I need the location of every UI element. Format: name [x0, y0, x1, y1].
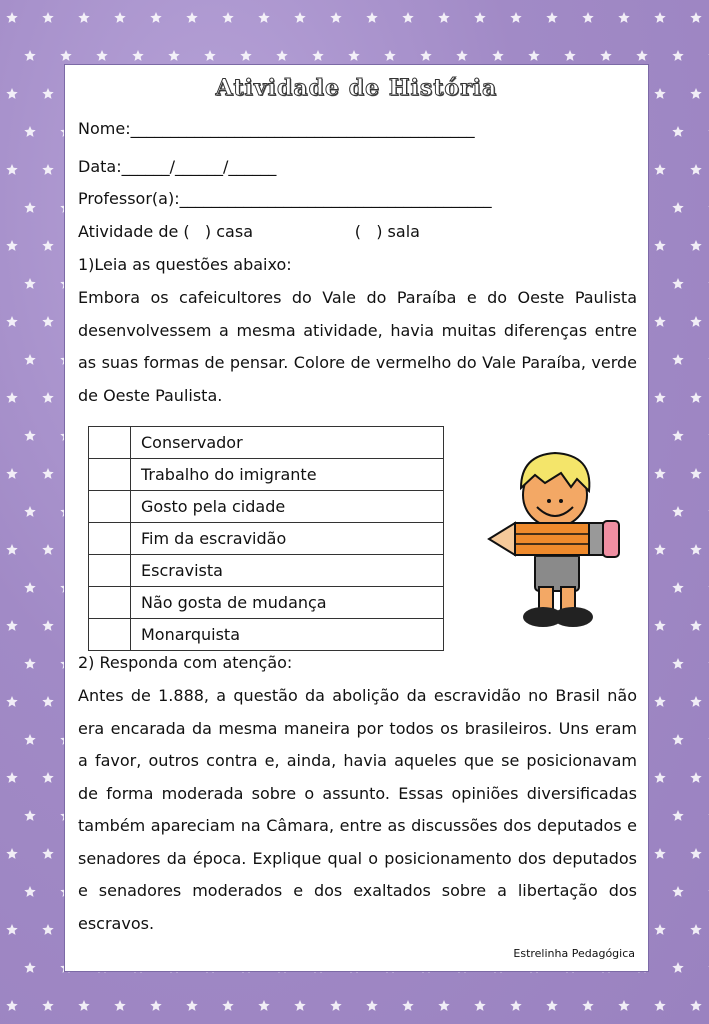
- star-icon: [24, 50, 35, 61]
- star-icon: [24, 962, 35, 973]
- star-icon: [24, 354, 35, 365]
- star-icon: [474, 12, 485, 23]
- star-icon: [654, 1000, 665, 1011]
- boy-with-pencil-illustration: [485, 443, 625, 633]
- teacher-field: Professor(a):_______________________________________: [78, 189, 492, 208]
- star-icon: [654, 696, 665, 707]
- star-icon: [690, 924, 701, 935]
- star-icon: [672, 886, 683, 897]
- star-icon: [654, 392, 665, 403]
- star-icon: [654, 316, 665, 327]
- question-1-text: Embora os cafeicultores do Vale do Paraíba e do Oeste Paulista desenvolvessem a mesma atividade, havia muitas diferenças entre as suas formas de pensar. Colore de vermelho do Vale Paraíba, verde de Oeste Paulista.: [78, 288, 637, 405]
- star-icon: [420, 50, 431, 61]
- star-icon: [24, 810, 35, 821]
- star-icon: [24, 582, 35, 593]
- question-2-heading: 2) Responda com atenção:: [78, 653, 293, 672]
- star-icon: [114, 1000, 125, 1011]
- star-icon: [42, 772, 53, 783]
- star-icon: [654, 164, 665, 175]
- star-icon: [6, 696, 17, 707]
- star-icon: [654, 544, 665, 555]
- star-icon: [42, 848, 53, 859]
- star-icon: [438, 1000, 449, 1011]
- table-row: [89, 555, 444, 587]
- star-icon: [600, 50, 611, 61]
- color-box[interactable]: [89, 427, 131, 459]
- star-icon: [672, 202, 683, 213]
- star-icon: [24, 126, 35, 137]
- star-icon: [402, 12, 413, 23]
- star-icon: [150, 12, 161, 23]
- star-icon: [690, 316, 701, 327]
- star-icon: [6, 392, 17, 403]
- star-icon: [24, 278, 35, 289]
- star-icon: [42, 1000, 53, 1011]
- star-icon: [690, 620, 701, 631]
- star-icon: [528, 50, 539, 61]
- color-box[interactable]: [89, 491, 131, 523]
- star-icon: [690, 544, 701, 555]
- star-icon: [240, 50, 251, 61]
- row-label: Fim da escravidão: [131, 523, 444, 555]
- row-label: Gosto pela cidade: [131, 491, 444, 523]
- star-icon: [6, 88, 17, 99]
- color-box[interactable]: [89, 523, 131, 555]
- star-icon: [78, 12, 89, 23]
- star-icon: [654, 620, 665, 631]
- star-icon: [672, 582, 683, 593]
- star-icon: [42, 240, 53, 251]
- star-icon: [366, 1000, 377, 1011]
- star-icon: [6, 620, 17, 631]
- star-icon: [6, 240, 17, 251]
- star-icon: [348, 50, 359, 61]
- row-label: Não gosta de mudança: [131, 587, 444, 619]
- star-icon: [42, 164, 53, 175]
- star-icon: [690, 392, 701, 403]
- star-icon: [60, 50, 71, 61]
- star-icon: [24, 430, 35, 441]
- table-row: [89, 523, 444, 555]
- star-icon: [42, 468, 53, 479]
- table-row: [89, 587, 444, 619]
- star-icon: [654, 12, 665, 23]
- page-title: Atividade de História: [215, 75, 498, 101]
- star-icon: [6, 848, 17, 859]
- star-icon: [654, 240, 665, 251]
- star-icon: [636, 50, 647, 61]
- star-icon: [24, 886, 35, 897]
- star-icon: [330, 12, 341, 23]
- star-icon: [582, 1000, 593, 1011]
- star-icon: [672, 658, 683, 669]
- star-icon: [42, 88, 53, 99]
- star-icon: [42, 696, 53, 707]
- star-icon: [150, 1000, 161, 1011]
- star-icon: [690, 848, 701, 859]
- star-icon: [258, 12, 269, 23]
- star-icon: [24, 658, 35, 669]
- star-icon: [690, 12, 701, 23]
- star-icon: [438, 12, 449, 23]
- star-icon: [618, 12, 629, 23]
- star-icon: [6, 1000, 17, 1011]
- star-icon: [654, 772, 665, 783]
- star-icon: [294, 1000, 305, 1011]
- table-row: [89, 427, 444, 459]
- star-icon: [6, 544, 17, 555]
- row-label: Escravista: [131, 555, 444, 587]
- star-icon: [24, 202, 35, 213]
- color-box[interactable]: [89, 619, 131, 651]
- star-icon: [690, 240, 701, 251]
- star-icon: [672, 430, 683, 441]
- star-icon: [672, 506, 683, 517]
- star-icon: [6, 316, 17, 327]
- star-icon: [276, 50, 287, 61]
- star-icon: [186, 1000, 197, 1011]
- star-icon: [132, 50, 143, 61]
- star-icon: [672, 354, 683, 365]
- star-icon: [42, 12, 53, 23]
- star-icon: [474, 1000, 485, 1011]
- star-icon: [366, 12, 377, 23]
- row-label: Trabalho do imigrante: [131, 459, 444, 491]
- activity-type: Atividade de ( ) casa ( ) sala: [78, 222, 420, 241]
- star-icon: [672, 126, 683, 137]
- star-icon: [24, 734, 35, 745]
- table-row: [89, 459, 444, 491]
- star-icon: [312, 50, 323, 61]
- star-icon: [384, 50, 395, 61]
- star-icon: [222, 12, 233, 23]
- star-icon: [24, 506, 35, 517]
- star-icon: [6, 924, 17, 935]
- star-icon: [654, 848, 665, 859]
- star-icon: [42, 620, 53, 631]
- question-1-heading: 1)Leia as questões abaixo:: [78, 255, 292, 274]
- color-box[interactable]: [89, 587, 131, 619]
- star-icon: [672, 810, 683, 821]
- star-icon: [546, 12, 557, 23]
- star-icon: [168, 50, 179, 61]
- classification-table: [88, 426, 444, 651]
- row-label: Monarquista: [131, 619, 444, 651]
- star-icon: [294, 12, 305, 23]
- star-icon: [510, 12, 521, 23]
- star-icon: [402, 1000, 413, 1011]
- star-icon: [690, 696, 701, 707]
- star-icon: [690, 88, 701, 99]
- star-icon: [6, 164, 17, 175]
- star-icon: [672, 50, 683, 61]
- star-icon: [222, 1000, 233, 1011]
- star-icon: [654, 924, 665, 935]
- date-field: Data:______/______/______: [78, 157, 277, 176]
- star-icon: [204, 50, 215, 61]
- star-icon: [114, 12, 125, 23]
- table-row: [89, 491, 444, 523]
- star-icon: [186, 12, 197, 23]
- star-icon: [510, 1000, 521, 1011]
- star-icon: [690, 772, 701, 783]
- star-icon: [42, 544, 53, 555]
- star-icon: [672, 962, 683, 973]
- star-icon: [42, 924, 53, 935]
- star-icon: [330, 1000, 341, 1011]
- star-icon: [582, 12, 593, 23]
- star-icon: [690, 164, 701, 175]
- question-2-text: Antes de 1.888, a questão da abolição da escravidão no Brasil não era encarada da mesma maneira por todos os brasileiros. Uns eram a favor, outros contra e, ainda, havia aqueles que se posicionavam de forma moderada sobre o assunto. Essas opiniões diversificadas também apareciam na Câmara, entre as discussões dos deputados e senadores da época. Explique qual o posicionamento dos deputados e senadores moderados e dos exaltados sobre a libertação dos escravos.: [78, 686, 637, 933]
- row-label: Conservador: [131, 427, 444, 459]
- color-box[interactable]: [89, 555, 131, 587]
- star-icon: [492, 50, 503, 61]
- color-box[interactable]: [89, 459, 131, 491]
- star-icon: [42, 392, 53, 403]
- star-icon: [6, 12, 17, 23]
- star-icon: [6, 772, 17, 783]
- table-row: [89, 619, 444, 651]
- star-icon: [618, 1000, 629, 1011]
- star-icon: [456, 50, 467, 61]
- credit-text: Estrelinha Pedagógica: [513, 947, 635, 960]
- star-icon: [654, 88, 665, 99]
- star-icon: [564, 50, 575, 61]
- star-icon: [672, 734, 683, 745]
- star-icon: [42, 316, 53, 327]
- star-icon: [258, 1000, 269, 1011]
- star-icon: [690, 1000, 701, 1011]
- star-icon: [654, 468, 665, 479]
- star-icon: [690, 468, 701, 479]
- name-field: Nome:___________________________________________: [78, 119, 475, 138]
- star-icon: [546, 1000, 557, 1011]
- worksheet-page: [64, 64, 649, 972]
- star-icon: [672, 278, 683, 289]
- star-icon: [78, 1000, 89, 1011]
- star-icon: [6, 468, 17, 479]
- star-icon: [96, 50, 107, 61]
